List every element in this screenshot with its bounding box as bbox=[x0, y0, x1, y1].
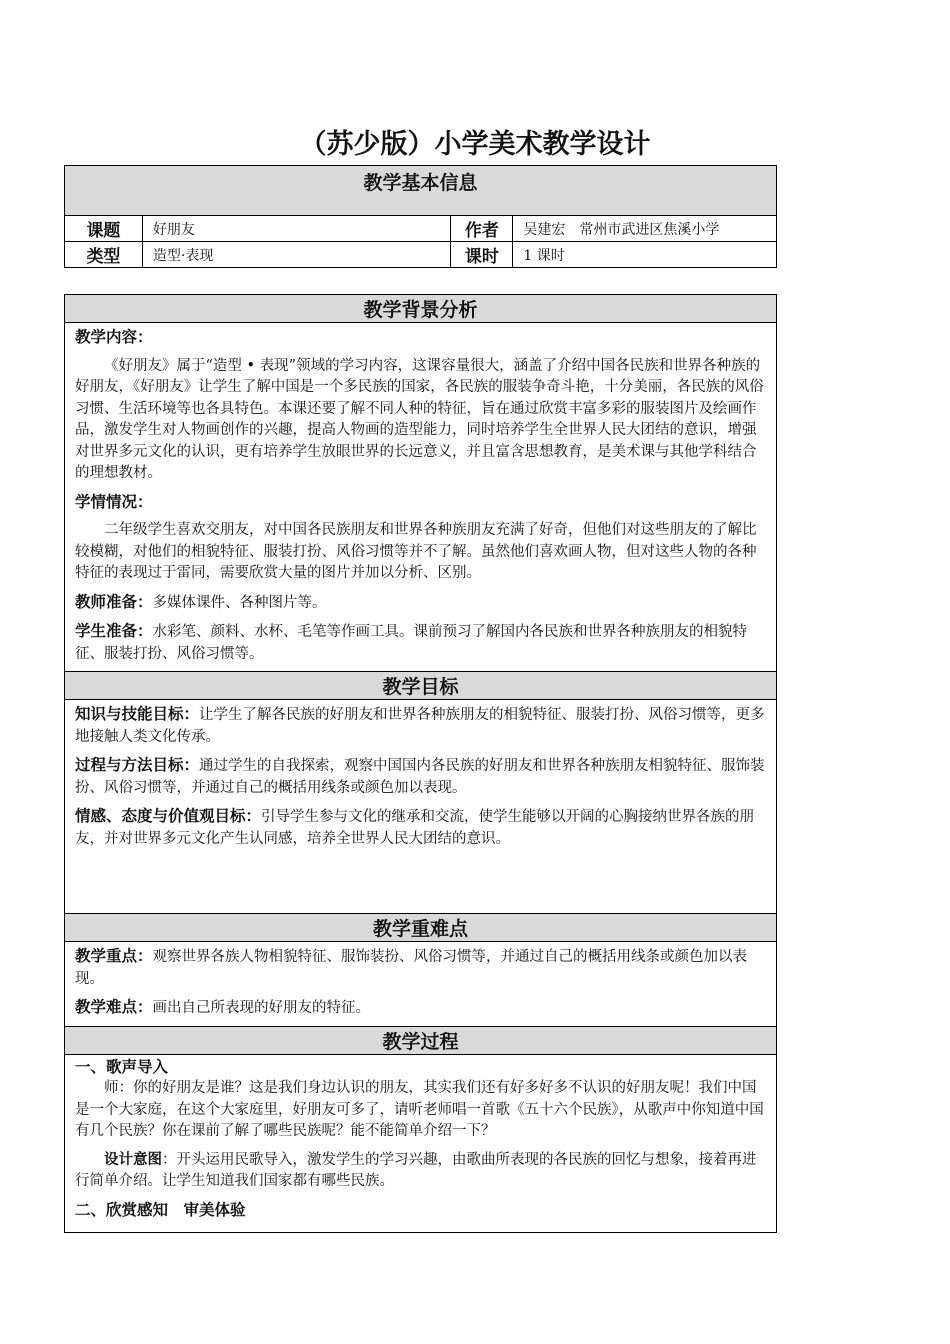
hours-label: 课时 bbox=[451, 242, 513, 268]
objectives-section bbox=[65, 700, 777, 914]
topic-label: 课题 bbox=[65, 216, 143, 242]
difficulty-heading: 教学难点： bbox=[75, 998, 153, 1016]
design-intent-text: ：开头运用民歌导入，激发学生的学习兴趣，由歌曲所表现的各民族的回忆与想象，接着再进行简单介绍。让学生知道我们国家都有哪些民族。 bbox=[75, 1151, 757, 1189]
objectives-header: 教学目标 bbox=[65, 672, 777, 700]
situation-heading: 学情情况： bbox=[75, 492, 153, 511]
key-points-header: 教学重难点 bbox=[65, 914, 777, 942]
design-intent bbox=[75, 1150, 767, 1193]
design-table bbox=[64, 294, 777, 1233]
topic-value: 好朋友 bbox=[142, 216, 451, 242]
author-value: 吴建宏 常州市武进区焦溪小学 bbox=[513, 216, 777, 242]
teacher-prep bbox=[75, 592, 767, 615]
content-heading: 教学内容： bbox=[75, 328, 153, 346]
type-label: 类型 bbox=[65, 242, 143, 268]
design-intent-label: 设计意图 bbox=[104, 1151, 162, 1168]
type-value: 造型·表现 bbox=[142, 242, 451, 268]
basic-info-header: 教学基本信息 bbox=[65, 166, 777, 216]
knowledge-objective bbox=[75, 704, 767, 748]
teacher-prep-text: 多媒体课件、各种图片等。 bbox=[152, 594, 327, 611]
teaching-focus bbox=[75, 946, 767, 990]
student-prep-heading: 学生准备： bbox=[75, 622, 153, 640]
process-section bbox=[65, 1054, 777, 1232]
teacher-prep-heading: 教师准备： bbox=[75, 592, 153, 611]
step1-text: 师：你的好朋友是谁？这是我们身边认识的朋友，其实我们还有好多好多不认识的好朋友呢！我们中国是一个大家庭，在这个大家庭里，好朋友可多了，请听老师唱一首歌《五十六个民族》，从歌声中你知道中国有几个民族？你在课前了解了哪些民族呢？能不能简单介绍一下？ bbox=[75, 1080, 764, 1139]
page-title: （苏少版）小学美术教学设计 bbox=[299, 129, 651, 160]
knowledge-text: 让学生了解各民族的好朋友和世界各种族朋友的相貌特征、服装打扮、风俗习惯等，更多地接触人类文化传承。 bbox=[75, 707, 765, 745]
background-header: 教学背景分析 bbox=[65, 295, 777, 323]
focus-heading: 教学重点： bbox=[75, 947, 153, 965]
step2-heading: 二、欣赏感知 审美体验 bbox=[75, 1200, 246, 1219]
difficulty-text: 画出自己所表现的好朋友的特征。 bbox=[152, 1000, 371, 1016]
teaching-difficulty bbox=[75, 997, 767, 1020]
emotion-heading: 情感、态度与价值观目标： bbox=[75, 807, 262, 825]
knowledge-heading: 知识与技能目标： bbox=[75, 705, 200, 723]
situation-text: 二年级学生喜欢交朋友，对中国各民族朋友和世界各种族朋友充满了好奇，但他们对这些朋友的了解比较模糊，对他们的相貌特征、服装打扮、风俗习惯等并不了解。虽然他们喜欢画人物，但对这些人物的各种特征的表现过于雷同，需要欣赏大量的图片并加以分析、区别。 bbox=[75, 522, 757, 581]
hours-value: 1 课时 bbox=[513, 242, 777, 268]
author-label: 作者 bbox=[451, 216, 513, 242]
basic-info-table bbox=[64, 165, 777, 268]
focus-text: 观察世界各族人物相貌特征、服饰装扮、风俗习惯等，并通过自己的概括用线条或颜色加以表现。 bbox=[75, 949, 748, 987]
background-section bbox=[65, 323, 777, 672]
process-text: 通过学生的自我探索，观察中国国内各民族的好朋友和世界各种族朋友相貌特征、服饰装扮、风俗习惯等，并通过自己的概括用线条或颜色加以表现。 bbox=[75, 758, 765, 796]
student-prep-text: 水彩笔、颜料、水杯、毛笔等作画工具。课前预习了解国内各民族和世界各种族朋友的相貌特征、服装打扮、风俗习惯等。 bbox=[75, 624, 748, 662]
process-objective bbox=[75, 755, 767, 799]
step1-heading: 一、歌声导入 bbox=[75, 1057, 169, 1076]
student-prep bbox=[75, 621, 767, 665]
emotion-objective bbox=[75, 806, 767, 850]
process-heading: 过程与方法目标： bbox=[75, 756, 200, 774]
emotion-text: 引导学生参与文化的继承和交流，使学生能够以开阔的心胸接纳世界各族的朋友，并对世界多元文化产生认同感，培养全世界人民大团结的意识。 bbox=[75, 809, 755, 847]
process-header: 教学过程 bbox=[65, 1026, 777, 1054]
content-text: 《好朋友》属于“造型 • 表现”领域的学习内容，这课容量很大，涵盖了介绍中国各民族和世界各种族的好朋友，《好朋友》让学生了解中国是一个多民族的国家，各民族的服装争奇斗艳，十分美丽，各民族的风俗习惯、生活环境等也各具特色。本课还要了解不同人种的特征，旨在通过欣赏丰富多彩的服装图片及绘画作品，激发学生对人物画创作的兴趣，提高人物画的造型能力，同时培养学生全世界人民大团结的意识，增强对世界多元文化的认识，更有培养学生放眼世界的长远意义，并且富含思想教育，是美术课与其他学科结合的理想教材。 bbox=[75, 357, 764, 481]
key-points-section bbox=[65, 942, 777, 1027]
